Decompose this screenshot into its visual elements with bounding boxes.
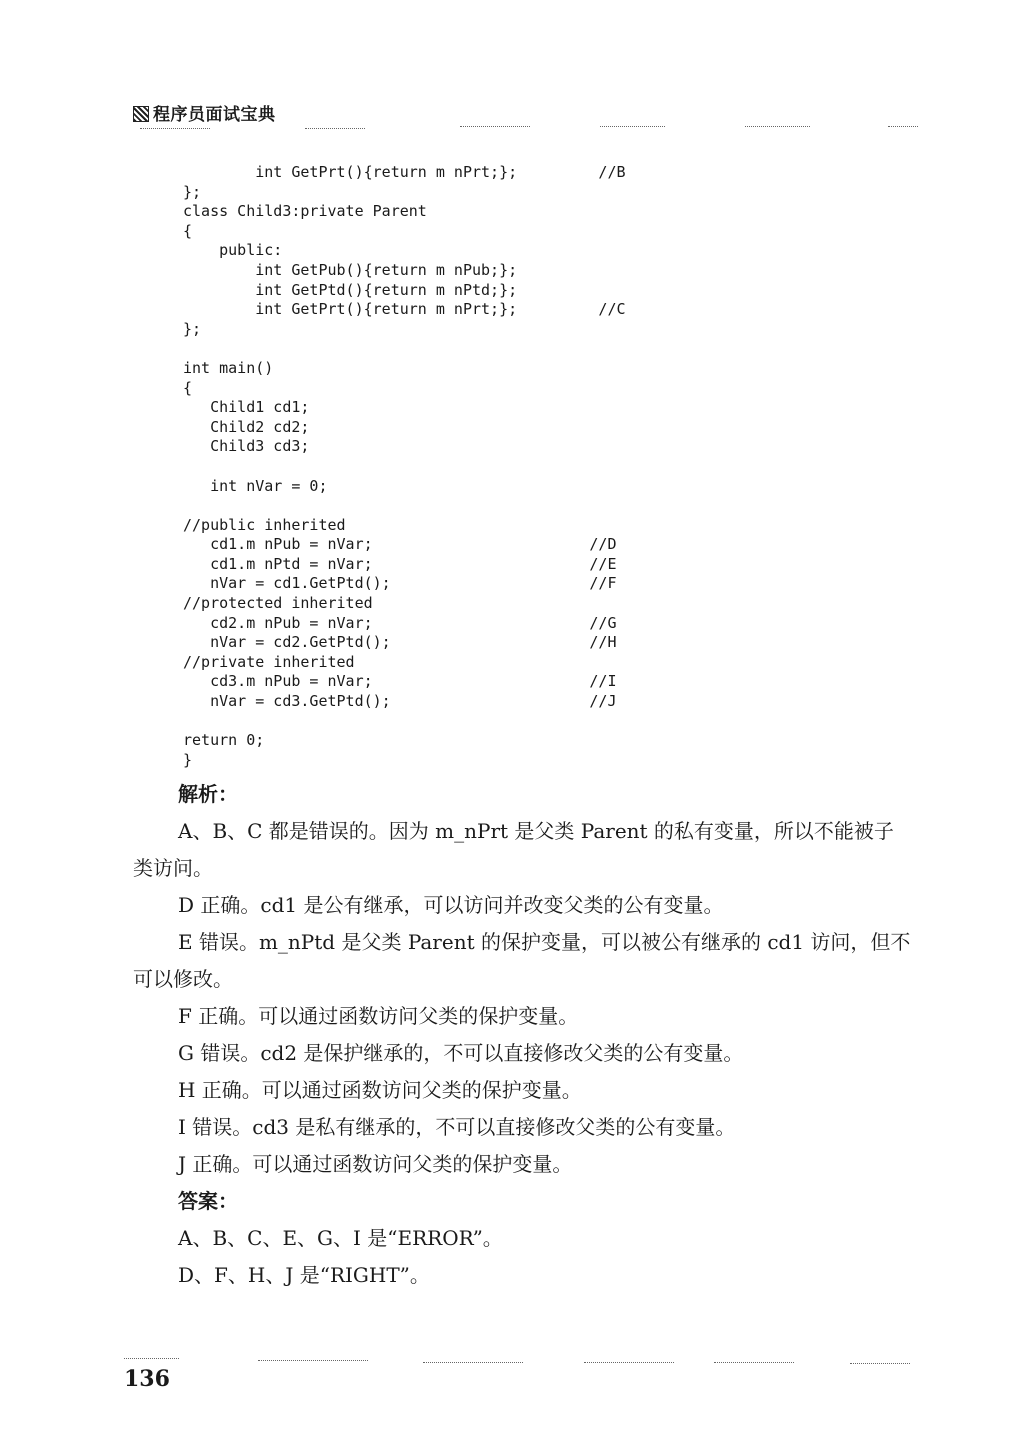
analysis-paragraph: J 正确。可以通过函数访问父类的保护变量。 (178, 1152, 573, 1176)
analysis-heading: 解析： (178, 782, 238, 806)
answer-line: D、F、H、J 是“RIGHT”。 (178, 1263, 430, 1287)
book-logo-icon (133, 106, 149, 122)
code-line: //private inherited (183, 652, 355, 671)
code-line: } (183, 750, 193, 769)
header-rule (460, 126, 530, 127)
header-rule (140, 128, 210, 129)
analysis-paragraph: E 错误。m_nPtd 是父类 Parent 的保护变量，可以被公有继承的 cd1 访问，但不可以修改。 (133, 930, 911, 991)
code-line: int main() (183, 358, 274, 377)
book-title: 程序员面试宝典 (153, 105, 276, 125)
page-number: 136 (124, 1366, 170, 1392)
code-line: cd2.m nPub = nVar; //G (183, 613, 617, 632)
header-rule (745, 126, 810, 127)
footer-rule (714, 1362, 794, 1363)
code-line: nVar = cd1.GetPtd(); //F (183, 574, 617, 593)
code-line: int GetPrt(){return m nPrt;}; //B (183, 163, 626, 181)
analysis-paragraph: G 错误。cd2 是保护继承的，不可以直接修改父类的公有变量。 (178, 1041, 744, 1065)
code-listing (183, 163, 626, 770)
code-line: int nVar = 0; (183, 476, 328, 495)
running-header (133, 100, 276, 125)
code-line: nVar = cd2.GetPtd(); //H (183, 633, 617, 652)
code-line: class Child3:private Parent (183, 202, 427, 221)
code-line: nVar = cd3.GetPtd(); //J (183, 692, 617, 711)
footer-rule (584, 1362, 674, 1363)
footer-rule (423, 1362, 523, 1363)
footer-rule (850, 1363, 910, 1364)
code-line: int GetPtd(){return m nPtd;}; (183, 280, 518, 299)
header-rule (888, 126, 918, 127)
code-line: Child1 cd1; (183, 398, 310, 417)
code-line: int GetPrt(){return m nPrt;}; //C (183, 300, 626, 319)
code-line: cd1.m nPub = nVar; //D (183, 535, 617, 554)
code-line: //public inherited (183, 515, 346, 534)
code-line: }; (183, 182, 202, 201)
code-line: }; (183, 319, 202, 338)
code-line: cd1.m nPtd = nVar; //E (183, 554, 617, 573)
analysis-paragraph: F 正确。可以通过函数访问父类的保护变量。 (178, 1004, 579, 1028)
code-line: return 0; (183, 731, 265, 750)
analysis-paragraph: A、B、C 都是错误的。因为 m_nPrt 是父类 Parent 的私有变量，所以不能被子类访问。 (133, 819, 894, 880)
code-line: Child3 cd3; (183, 437, 310, 456)
code-line: int GetPub(){return m nPub;}; (183, 260, 518, 279)
analysis-section (133, 776, 913, 1294)
code-line: { (183, 378, 193, 397)
analysis-paragraph: H 正确。可以通过函数访问父类的保护变量。 (178, 1078, 582, 1102)
footer-rule (258, 1360, 368, 1361)
code-line: Child2 cd2; (183, 417, 310, 436)
code-line: cd3.m nPub = nVar; //I (183, 672, 617, 691)
code-line: //protected inherited (183, 594, 373, 613)
answer-line: A、B、C、E、G、I 是“ERROR”。 (178, 1226, 503, 1250)
code-line: public: (183, 241, 283, 260)
header-rule (305, 128, 365, 129)
analysis-paragraph: D 正确。cd1 是公有继承，可以访问并改变父类的公有变量。 (178, 893, 724, 917)
footer-rule (124, 1358, 179, 1359)
code-line: { (183, 221, 193, 240)
analysis-paragraph: I 错误。cd3 是私有继承的，不可以直接修改父类的公有变量。 (178, 1115, 736, 1139)
answer-heading: 答案： (178, 1189, 238, 1213)
header-rule (600, 126, 665, 127)
